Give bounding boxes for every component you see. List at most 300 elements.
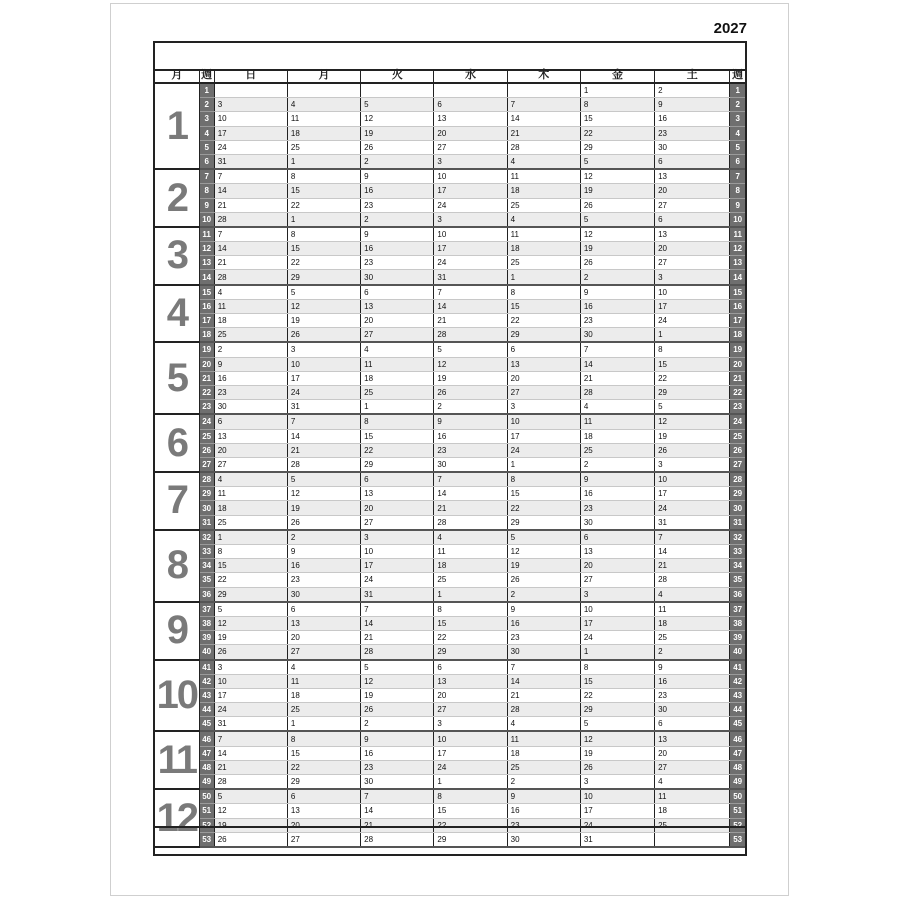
- day-cell[interactable]: 31: [655, 515, 730, 530]
- day-cell[interactable]: 4: [507, 212, 580, 227]
- day-cell[interactable]: 22: [580, 126, 654, 140]
- day-cell[interactable]: 7: [434, 472, 507, 487]
- day-cell[interactable]: 14: [434, 487, 507, 501]
- day-cell[interactable]: 18: [507, 746, 580, 760]
- day-cell[interactable]: 27: [287, 645, 360, 660]
- day-cell[interactable]: 1: [580, 645, 654, 660]
- day-cell[interactable]: 14: [214, 184, 287, 198]
- day-cell[interactable]: 26: [655, 443, 730, 457]
- day-cell[interactable]: 19: [580, 746, 654, 760]
- day-cell[interactable]: 10: [655, 285, 730, 300]
- day-cell[interactable]: 24: [214, 140, 287, 154]
- day-cell[interactable]: 19: [361, 126, 434, 140]
- day-cell[interactable]: 11: [580, 414, 654, 429]
- day-cell[interactable]: 13: [655, 227, 730, 242]
- day-cell[interactable]: 3: [214, 98, 287, 112]
- day-cell[interactable]: 5: [287, 285, 360, 300]
- day-cell[interactable]: 1: [287, 212, 360, 227]
- day-cell[interactable]: 23: [655, 126, 730, 140]
- day-cell[interactable]: 22: [507, 501, 580, 515]
- day-cell[interactable]: 30: [507, 832, 580, 847]
- day-cell[interactable]: 1: [214, 530, 287, 545]
- day-cell[interactable]: 1: [507, 457, 580, 472]
- day-cell[interactable]: 14: [507, 112, 580, 126]
- day-cell[interactable]: 22: [507, 314, 580, 328]
- day-cell[interactable]: 10: [434, 169, 507, 184]
- day-cell[interactable]: 3: [434, 212, 507, 227]
- day-cell[interactable]: 17: [580, 804, 654, 818]
- day-cell[interactable]: 6: [655, 717, 730, 732]
- day-cell[interactable]: 17: [434, 242, 507, 256]
- day-cell[interactable]: [434, 83, 507, 98]
- day-cell[interactable]: 18: [580, 429, 654, 443]
- day-cell[interactable]: 6: [580, 530, 654, 545]
- day-cell[interactable]: 29: [214, 587, 287, 602]
- day-cell[interactable]: 22: [580, 688, 654, 702]
- day-cell[interactable]: 25: [214, 515, 287, 530]
- day-cell[interactable]: 28: [434, 328, 507, 343]
- day-cell[interactable]: 15: [434, 804, 507, 818]
- day-cell[interactable]: 15: [214, 559, 287, 573]
- day-cell[interactable]: 24: [434, 256, 507, 270]
- day-cell[interactable]: 5: [580, 212, 654, 227]
- day-cell[interactable]: 11: [287, 112, 360, 126]
- day-cell[interactable]: 20: [361, 501, 434, 515]
- day-cell[interactable]: 2: [507, 587, 580, 602]
- day-cell[interactable]: 30: [361, 775, 434, 790]
- day-cell[interactable]: 24: [655, 314, 730, 328]
- day-cell[interactable]: 5: [655, 400, 730, 415]
- day-cell[interactable]: 23: [287, 573, 360, 587]
- day-cell[interactable]: 17: [434, 746, 507, 760]
- day-cell[interactable]: 23: [655, 688, 730, 702]
- day-cell[interactable]: 31: [361, 587, 434, 602]
- day-cell[interactable]: 9: [580, 285, 654, 300]
- day-cell[interactable]: 14: [507, 674, 580, 688]
- day-cell[interactable]: 24: [434, 198, 507, 212]
- day-cell[interactable]: 16: [287, 559, 360, 573]
- day-cell[interactable]: 28: [361, 832, 434, 847]
- day-cell[interactable]: 3: [655, 457, 730, 472]
- day-cell[interactable]: 27: [580, 573, 654, 587]
- day-cell[interactable]: 26: [580, 760, 654, 774]
- day-cell[interactable]: 14: [214, 746, 287, 760]
- day-cell[interactable]: 13: [287, 616, 360, 630]
- day-cell[interactable]: 19: [580, 184, 654, 198]
- day-cell[interactable]: 12: [287, 299, 360, 313]
- day-cell[interactable]: 16: [580, 487, 654, 501]
- day-cell[interactable]: 17: [655, 487, 730, 501]
- day-cell[interactable]: 11: [214, 299, 287, 313]
- day-cell[interactable]: 9: [655, 98, 730, 112]
- day-cell[interactable]: 4: [214, 472, 287, 487]
- day-cell[interactable]: 16: [655, 112, 730, 126]
- day-cell[interactable]: 23: [361, 198, 434, 212]
- day-cell[interactable]: 12: [287, 487, 360, 501]
- day-cell[interactable]: 16: [214, 371, 287, 385]
- day-cell[interactable]: 31: [287, 400, 360, 415]
- day-cell[interactable]: 14: [361, 804, 434, 818]
- day-cell[interactable]: 5: [580, 717, 654, 732]
- day-cell[interactable]: 25: [361, 385, 434, 399]
- day-cell[interactable]: 23: [507, 818, 580, 832]
- day-cell[interactable]: 12: [214, 616, 287, 630]
- day-cell[interactable]: 22: [214, 573, 287, 587]
- day-cell[interactable]: 3: [580, 587, 654, 602]
- day-cell[interactable]: 26: [287, 515, 360, 530]
- day-cell[interactable]: 18: [655, 616, 730, 630]
- day-cell[interactable]: 3: [287, 342, 360, 357]
- day-cell[interactable]: 4: [434, 530, 507, 545]
- day-cell[interactable]: 9: [361, 731, 434, 746]
- day-cell[interactable]: 8: [287, 227, 360, 242]
- day-cell[interactable]: 9: [507, 789, 580, 804]
- day-cell[interactable]: 2: [507, 775, 580, 790]
- day-cell[interactable]: 29: [287, 775, 360, 790]
- day-cell[interactable]: 10: [361, 545, 434, 559]
- day-cell[interactable]: 10: [580, 789, 654, 804]
- day-cell[interactable]: 28: [361, 645, 434, 660]
- day-cell[interactable]: 10: [655, 472, 730, 487]
- day-cell[interactable]: 9: [361, 227, 434, 242]
- day-cell[interactable]: 12: [580, 731, 654, 746]
- day-cell[interactable]: 27: [361, 515, 434, 530]
- day-cell[interactable]: 27: [434, 140, 507, 154]
- day-cell[interactable]: 6: [287, 789, 360, 804]
- day-cell[interactable]: 29: [361, 457, 434, 472]
- day-cell[interactable]: 22: [655, 371, 730, 385]
- day-cell[interactable]: 30: [507, 645, 580, 660]
- day-cell[interactable]: 28: [214, 775, 287, 790]
- day-cell[interactable]: 26: [580, 256, 654, 270]
- day-cell[interactable]: 14: [434, 299, 507, 313]
- day-cell[interactable]: 7: [507, 660, 580, 675]
- day-cell[interactable]: 15: [507, 487, 580, 501]
- day-cell[interactable]: 4: [507, 154, 580, 169]
- day-cell[interactable]: 12: [214, 804, 287, 818]
- day-cell[interactable]: 17: [214, 688, 287, 702]
- day-cell[interactable]: 20: [655, 184, 730, 198]
- day-cell[interactable]: 10: [580, 602, 654, 617]
- day-cell[interactable]: 29: [434, 832, 507, 847]
- day-cell[interactable]: 6: [361, 285, 434, 300]
- day-cell[interactable]: 27: [655, 256, 730, 270]
- day-cell[interactable]: 3: [655, 270, 730, 285]
- day-cell[interactable]: 8: [287, 731, 360, 746]
- day-cell[interactable]: 9: [580, 472, 654, 487]
- day-cell[interactable]: 8: [214, 545, 287, 559]
- day-cell[interactable]: 4: [655, 775, 730, 790]
- day-cell[interactable]: 5: [361, 98, 434, 112]
- day-cell[interactable]: 31: [580, 832, 654, 847]
- day-cell[interactable]: 5: [361, 660, 434, 675]
- day-cell[interactable]: 11: [361, 357, 434, 371]
- day-cell[interactable]: 11: [507, 731, 580, 746]
- day-cell[interactable]: 1: [434, 775, 507, 790]
- day-cell[interactable]: 1: [507, 270, 580, 285]
- day-cell[interactable]: 12: [361, 112, 434, 126]
- day-cell[interactable]: 4: [507, 717, 580, 732]
- day-cell[interactable]: 27: [434, 703, 507, 717]
- day-cell[interactable]: 29: [655, 385, 730, 399]
- day-cell[interactable]: 2: [434, 400, 507, 415]
- day-cell[interactable]: 23: [580, 501, 654, 515]
- day-cell[interactable]: 6: [655, 212, 730, 227]
- day-cell[interactable]: 6: [361, 472, 434, 487]
- day-cell[interactable]: 16: [361, 746, 434, 760]
- day-cell[interactable]: 10: [214, 112, 287, 126]
- day-cell[interactable]: 6: [214, 414, 287, 429]
- day-cell[interactable]: [214, 83, 287, 98]
- day-cell[interactable]: 21: [434, 501, 507, 515]
- day-cell[interactable]: [361, 83, 434, 98]
- day-cell[interactable]: 30: [655, 140, 730, 154]
- day-cell[interactable]: 1: [434, 587, 507, 602]
- day-cell[interactable]: 14: [361, 616, 434, 630]
- day-cell[interactable]: 17: [434, 184, 507, 198]
- day-cell[interactable]: 25: [655, 818, 730, 832]
- day-cell[interactable]: 26: [507, 573, 580, 587]
- day-cell[interactable]: 2: [361, 212, 434, 227]
- day-cell[interactable]: 14: [287, 429, 360, 443]
- day-cell[interactable]: 18: [507, 242, 580, 256]
- day-cell[interactable]: 16: [507, 616, 580, 630]
- day-cell[interactable]: 18: [434, 559, 507, 573]
- day-cell[interactable]: 29: [434, 645, 507, 660]
- day-cell[interactable]: 18: [507, 184, 580, 198]
- day-cell[interactable]: 8: [655, 342, 730, 357]
- day-cell[interactable]: 18: [655, 804, 730, 818]
- day-cell[interactable]: 29: [580, 703, 654, 717]
- day-cell[interactable]: 30: [361, 270, 434, 285]
- day-cell[interactable]: 22: [287, 760, 360, 774]
- day-cell[interactable]: 12: [655, 414, 730, 429]
- day-cell[interactable]: 17: [655, 299, 730, 313]
- day-cell[interactable]: 4: [214, 285, 287, 300]
- day-cell[interactable]: 15: [580, 674, 654, 688]
- day-cell[interactable]: 20: [361, 314, 434, 328]
- day-cell[interactable]: 19: [580, 242, 654, 256]
- day-cell[interactable]: 5: [580, 154, 654, 169]
- day-cell[interactable]: 26: [361, 703, 434, 717]
- day-cell[interactable]: 29: [580, 140, 654, 154]
- day-cell[interactable]: 16: [580, 299, 654, 313]
- day-cell[interactable]: 2: [361, 154, 434, 169]
- day-cell[interactable]: 2: [655, 83, 730, 98]
- day-cell[interactable]: 12: [580, 169, 654, 184]
- day-cell[interactable]: 28: [655, 573, 730, 587]
- day-cell[interactable]: 28: [580, 385, 654, 399]
- day-cell[interactable]: 29: [507, 328, 580, 343]
- day-cell[interactable]: 28: [214, 270, 287, 285]
- day-cell[interactable]: [507, 83, 580, 98]
- day-cell[interactable]: 11: [287, 674, 360, 688]
- day-cell[interactable]: 27: [361, 328, 434, 343]
- day-cell[interactable]: 7: [214, 731, 287, 746]
- day-cell[interactable]: 21: [507, 688, 580, 702]
- day-cell[interactable]: 8: [507, 285, 580, 300]
- day-cell[interactable]: 14: [580, 357, 654, 371]
- day-cell[interactable]: 23: [361, 256, 434, 270]
- day-cell[interactable]: 24: [361, 573, 434, 587]
- day-cell[interactable]: 6: [655, 154, 730, 169]
- day-cell[interactable]: 4: [655, 587, 730, 602]
- day-cell[interactable]: 19: [287, 501, 360, 515]
- day-cell[interactable]: 21: [580, 371, 654, 385]
- day-cell[interactable]: 24: [287, 385, 360, 399]
- day-cell[interactable]: 8: [434, 789, 507, 804]
- day-cell[interactable]: 15: [361, 429, 434, 443]
- day-cell[interactable]: 7: [507, 98, 580, 112]
- day-cell[interactable]: 15: [507, 299, 580, 313]
- day-cell[interactable]: 13: [507, 357, 580, 371]
- day-cell[interactable]: 21: [214, 256, 287, 270]
- day-cell[interactable]: 12: [434, 357, 507, 371]
- day-cell[interactable]: 4: [580, 400, 654, 415]
- day-cell[interactable]: 21: [361, 631, 434, 645]
- day-cell[interactable]: 29: [287, 270, 360, 285]
- day-cell[interactable]: 13: [434, 112, 507, 126]
- day-cell[interactable]: 11: [655, 789, 730, 804]
- day-cell[interactable]: 12: [507, 545, 580, 559]
- day-cell[interactable]: 21: [287, 443, 360, 457]
- day-cell[interactable]: 15: [287, 746, 360, 760]
- day-cell[interactable]: 13: [361, 487, 434, 501]
- day-cell[interactable]: 15: [287, 242, 360, 256]
- day-cell[interactable]: 7: [655, 530, 730, 545]
- day-cell[interactable]: 25: [507, 198, 580, 212]
- day-cell[interactable]: 27: [655, 198, 730, 212]
- day-cell[interactable]: 13: [361, 299, 434, 313]
- day-cell[interactable]: 20: [655, 242, 730, 256]
- day-cell[interactable]: 4: [287, 660, 360, 675]
- day-cell[interactable]: 21: [361, 818, 434, 832]
- day-cell[interactable]: 18: [287, 688, 360, 702]
- day-cell[interactable]: 22: [434, 818, 507, 832]
- day-cell[interactable]: 3: [434, 154, 507, 169]
- day-cell[interactable]: 2: [580, 457, 654, 472]
- day-cell[interactable]: 23: [434, 443, 507, 457]
- day-cell[interactable]: 15: [580, 112, 654, 126]
- day-cell[interactable]: 20: [287, 631, 360, 645]
- day-cell[interactable]: 16: [361, 184, 434, 198]
- day-cell[interactable]: 8: [287, 169, 360, 184]
- day-cell[interactable]: 13: [287, 804, 360, 818]
- day-cell[interactable]: 13: [214, 429, 287, 443]
- day-cell[interactable]: 13: [655, 731, 730, 746]
- day-cell[interactable]: 21: [214, 198, 287, 212]
- day-cell[interactable]: 14: [214, 242, 287, 256]
- day-cell[interactable]: 25: [287, 703, 360, 717]
- day-cell[interactable]: 20: [287, 818, 360, 832]
- day-cell[interactable]: 22: [361, 443, 434, 457]
- day-cell[interactable]: 21: [214, 760, 287, 774]
- day-cell[interactable]: 25: [214, 328, 287, 343]
- day-cell[interactable]: 11: [214, 487, 287, 501]
- day-cell[interactable]: 30: [580, 515, 654, 530]
- day-cell[interactable]: 13: [434, 674, 507, 688]
- day-cell[interactable]: 25: [580, 443, 654, 457]
- day-cell[interactable]: 5: [214, 602, 287, 617]
- day-cell[interactable]: 4: [361, 342, 434, 357]
- day-cell[interactable]: 17: [361, 559, 434, 573]
- day-cell[interactable]: 9: [507, 602, 580, 617]
- day-cell[interactable]: 24: [580, 818, 654, 832]
- day-cell[interactable]: 25: [434, 573, 507, 587]
- day-cell[interactable]: 11: [434, 545, 507, 559]
- day-cell[interactable]: 14: [655, 545, 730, 559]
- day-cell[interactable]: 19: [655, 429, 730, 443]
- day-cell[interactable]: 2: [655, 645, 730, 660]
- day-cell[interactable]: 13: [655, 169, 730, 184]
- day-cell[interactable]: 24: [214, 703, 287, 717]
- day-cell[interactable]: 8: [361, 414, 434, 429]
- day-cell[interactable]: 1: [287, 717, 360, 732]
- day-cell[interactable]: 16: [361, 242, 434, 256]
- day-cell[interactable]: 10: [287, 357, 360, 371]
- day-cell[interactable]: 8: [580, 98, 654, 112]
- day-cell[interactable]: 16: [655, 674, 730, 688]
- day-cell[interactable]: 3: [434, 717, 507, 732]
- day-cell[interactable]: 8: [507, 472, 580, 487]
- day-cell[interactable]: 5: [507, 530, 580, 545]
- day-cell[interactable]: 21: [655, 559, 730, 573]
- day-cell[interactable]: 7: [361, 602, 434, 617]
- day-cell[interactable]: 31: [214, 154, 287, 169]
- day-cell[interactable]: 19: [361, 688, 434, 702]
- day-cell[interactable]: 2: [214, 342, 287, 357]
- day-cell[interactable]: 9: [214, 357, 287, 371]
- day-cell[interactable]: 18: [214, 501, 287, 515]
- day-cell[interactable]: 18: [214, 314, 287, 328]
- day-cell[interactable]: 1: [655, 328, 730, 343]
- day-cell[interactable]: 27: [214, 457, 287, 472]
- day-cell[interactable]: 28: [507, 703, 580, 717]
- day-cell[interactable]: 17: [287, 371, 360, 385]
- day-cell[interactable]: 9: [655, 660, 730, 675]
- day-cell[interactable]: 19: [214, 818, 287, 832]
- day-cell[interactable]: 12: [361, 674, 434, 688]
- day-cell[interactable]: 28: [214, 212, 287, 227]
- day-cell[interactable]: 17: [214, 126, 287, 140]
- day-cell[interactable]: 2: [287, 530, 360, 545]
- day-cell[interactable]: 26: [434, 385, 507, 399]
- day-cell[interactable]: 25: [507, 256, 580, 270]
- day-cell[interactable]: 7: [214, 227, 287, 242]
- day-cell[interactable]: 22: [434, 631, 507, 645]
- day-cell[interactable]: 21: [507, 126, 580, 140]
- day-cell[interactable]: 8: [580, 660, 654, 675]
- day-cell[interactable]: 25: [287, 140, 360, 154]
- day-cell[interactable]: 15: [434, 616, 507, 630]
- day-cell[interactable]: 19: [214, 631, 287, 645]
- day-cell[interactable]: 1: [287, 154, 360, 169]
- day-cell[interactable]: 12: [580, 227, 654, 242]
- day-cell[interactable]: 1: [580, 83, 654, 98]
- day-cell[interactable]: 30: [434, 457, 507, 472]
- day-cell[interactable]: 30: [287, 587, 360, 602]
- day-cell[interactable]: 5: [214, 789, 287, 804]
- day-cell[interactable]: 28: [507, 140, 580, 154]
- day-cell[interactable]: 30: [580, 328, 654, 343]
- day-cell[interactable]: 17: [507, 429, 580, 443]
- day-cell[interactable]: 22: [287, 198, 360, 212]
- day-cell[interactable]: 27: [655, 760, 730, 774]
- day-cell[interactable]: 26: [287, 328, 360, 343]
- day-cell[interactable]: 1: [361, 400, 434, 415]
- day-cell[interactable]: 10: [434, 731, 507, 746]
- day-cell[interactable]: 7: [287, 414, 360, 429]
